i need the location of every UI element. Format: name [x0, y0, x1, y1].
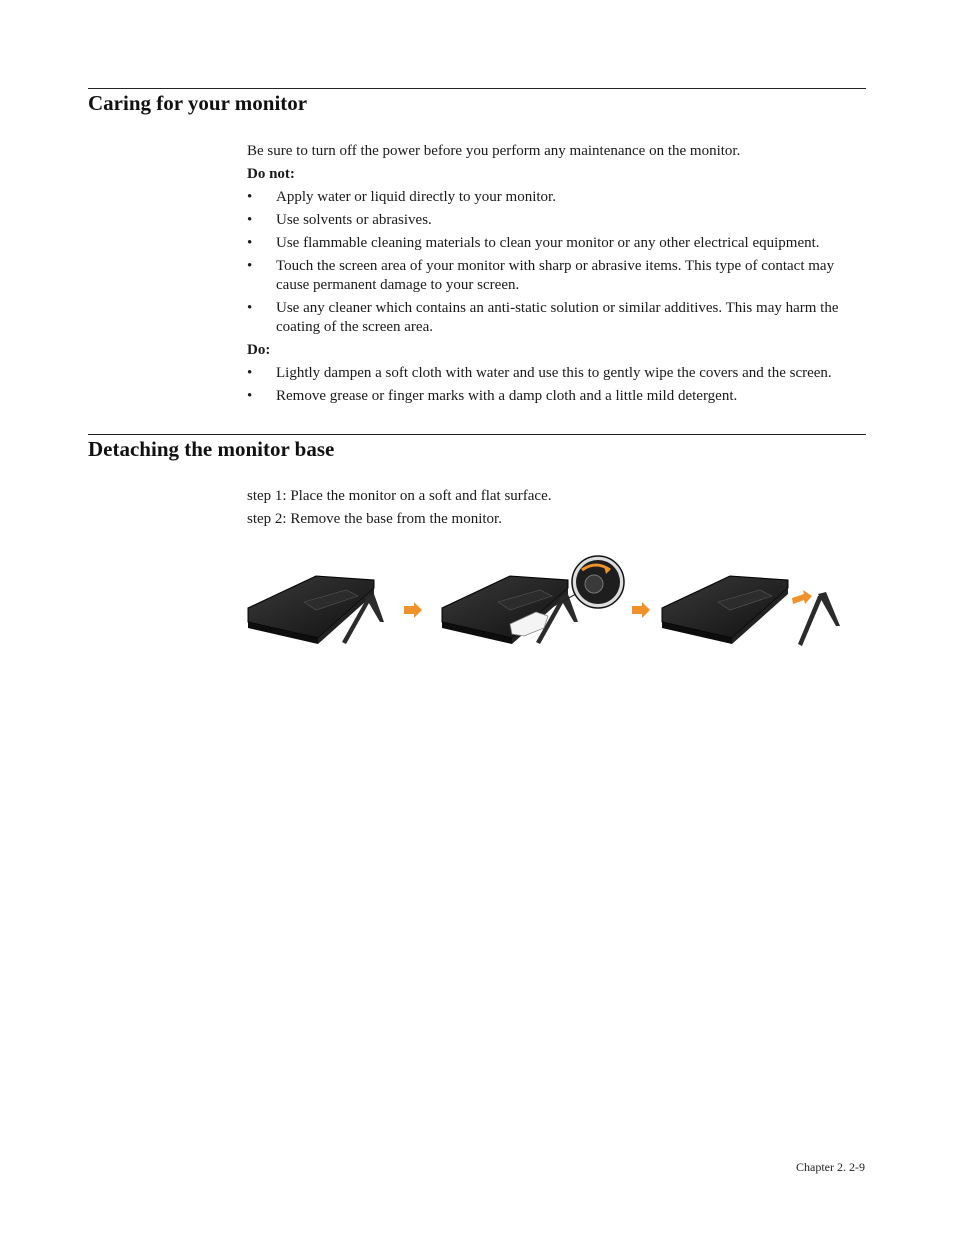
bullet-icon: •	[247, 235, 253, 251]
page-footer: Chapter 2. 2-9	[796, 1160, 865, 1174]
detach-base-illustration	[246, 550, 846, 650]
bullet-icon: •	[247, 258, 253, 274]
do-list	[247, 364, 867, 410]
do-not-label: Do not:	[247, 166, 295, 182]
section-rule-top	[88, 88, 866, 89]
list-item	[247, 211, 867, 230]
bullet-icon: •	[247, 212, 253, 228]
list-item-text: Remove grease or finger marks with a damp cloth and a little mild detergent.	[276, 388, 738, 404]
list-item-text: Use flammable cleaning materials to clean your monitor or any other electrical equipment.	[276, 235, 820, 251]
section-title-caring: Caring for your monitor	[88, 91, 308, 115]
list-item-text: Use any cleaner which contains an anti-static solution or similar additives. This may harm the coating of the screen area.	[276, 300, 839, 335]
bullet-icon: •	[247, 365, 253, 381]
do-label: Do:	[247, 342, 271, 358]
step-2-text: step 2: Remove the base from the monitor.	[247, 511, 502, 527]
arrow-right-icon	[632, 602, 650, 618]
list-item	[247, 299, 867, 337]
list-item-text: Touch the screen area of your monitor with sharp or abrasive items. This type of contact may cause permanent damage to your screen.	[276, 258, 835, 293]
monitor-step-1-icon	[248, 576, 384, 644]
monitor-step-2-icon	[442, 556, 624, 644]
monitor-step-3-icon	[662, 576, 840, 646]
bullet-icon: •	[247, 388, 253, 404]
list-item-text: Lightly dampen a soft cloth with water and use this to gently wipe the covers and the screen.	[276, 365, 832, 381]
step-1-text: step 1: Place the monitor on a soft and flat surface.	[247, 488, 552, 504]
list-item	[247, 257, 867, 295]
list-item	[247, 234, 867, 253]
list-item	[247, 188, 867, 207]
arrow-right-icon	[404, 602, 422, 618]
intro-paragraph: Be sure to turn off the power before you perform any maintenance on the monitor.	[247, 143, 741, 159]
bullet-icon: •	[247, 300, 253, 316]
do-not-list	[247, 188, 867, 341]
section-rule-detach	[88, 434, 866, 435]
list-item	[247, 387, 867, 406]
bullet-icon: •	[247, 189, 253, 205]
section-title-detaching: Detaching the monitor base	[88, 437, 335, 461]
list-item-text: Use solvents or abrasives.	[276, 212, 432, 228]
list-item-text: Apply water or liquid directly to your monitor.	[276, 189, 556, 205]
list-item	[247, 364, 867, 383]
